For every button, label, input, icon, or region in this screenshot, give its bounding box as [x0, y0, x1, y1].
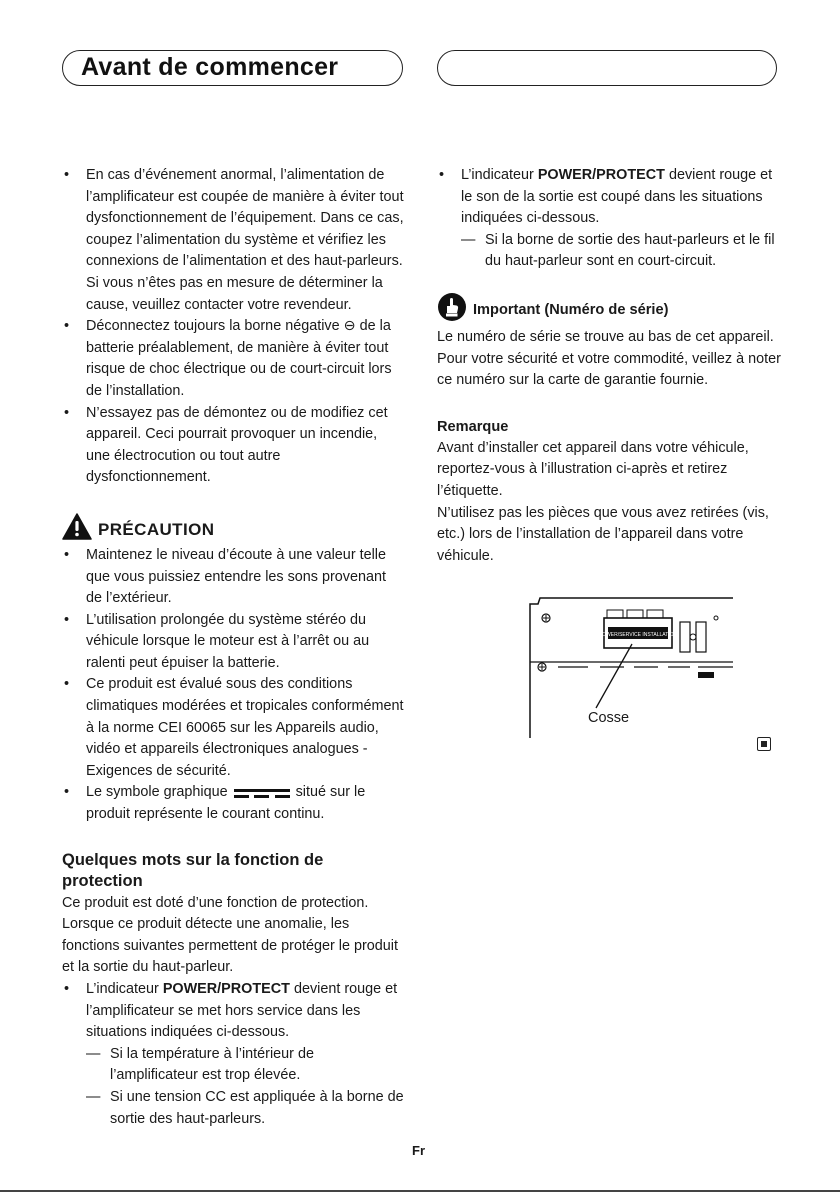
indicator-suffix: devient rouge et l’amplificateur se met hors service dans les situations indiquées ci-dessous.	[86, 981, 398, 1041]
important-title: Important (Numéro de série)	[473, 302, 669, 319]
empty-header-box	[437, 50, 777, 86]
list-item	[437, 165, 782, 273]
indicator-name: POWER/PROTECT	[537, 167, 665, 183]
protection-list	[62, 979, 404, 1130]
remarque-heading: Remarque	[437, 418, 509, 435]
section-title-box	[62, 50, 403, 86]
caution-heading	[62, 515, 404, 545]
warning-triangle-icon	[62, 513, 92, 548]
sticker-text: POWER/SERVICE INSTALLATION	[598, 632, 678, 638]
dc-current-symbol	[234, 787, 290, 799]
condition-list	[461, 230, 782, 273]
end-of-section-icon	[757, 737, 771, 751]
indicator-suffix: devient rouge et le son de la sortie est coupé dans les situations indiquées ci-dessous.	[461, 167, 773, 227]
protection-intro: Ce produit est doté d’une fonction de protection. Lorsque ce produit détecte une anomalie, les fonctions suivantes permettent de protéger le produit et la sortie du haut-parleur.	[62, 894, 398, 976]
protection-heading: Quelques mots sur la fonction de protection	[62, 850, 324, 890]
list-item: • L’utilisation prolongée du système stéréo du véhicule lorsque le moteur est à l’arrêt ou au ralenti peut épuiser la batterie.	[62, 610, 404, 675]
list-item	[62, 979, 404, 1130]
page-language-code: Fr	[412, 1143, 425, 1158]
indicator-prefix: L’indicateur	[461, 167, 534, 183]
protection-list-continued	[437, 165, 782, 273]
list-item: — Si la température à l’intérieur de l’amplificateur est trop élevée.	[86, 1044, 404, 1087]
list-item: • Ce produit est évalué sous des conditions climatiques modérées et tropicales conformément à la norme CEI 60065 sur les Appareils audio, vidéo et appareils électroniques analogues - Exigences de sécurité.	[62, 674, 404, 782]
caution-list	[62, 545, 404, 826]
list-item: — Si la borne de sortie des haut-parleurs et le fil du haut-parleur sont en court-circuit.	[461, 230, 782, 273]
diagram-label: Cosse	[588, 710, 630, 726]
important-heading	[437, 295, 782, 327]
symbol-text-after: situé sur le produit représente le courant continu.	[86, 784, 366, 823]
precaution-list	[62, 165, 404, 489]
indicator-prefix: L’indicateur	[86, 981, 159, 997]
caution-title: PRÉCAUTION	[98, 520, 215, 540]
symbol-text-before: Le symbole graphique	[86, 784, 228, 801]
list-item: • Maintenez le niveau d’écoute à une valeur telle que vous puissiez entendre les sons provenant de l’extérieur.	[62, 545, 404, 610]
section-title: Avant de commencer	[81, 53, 339, 81]
right-column	[437, 165, 782, 567]
condition-list	[86, 1044, 404, 1130]
remarque-paragraph: Avant d’installer cet appareil dans votre véhicule, reportez-vous à l’illustration ci-après et retirez l’étiquette.	[437, 439, 749, 499]
left-column	[62, 165, 404, 1130]
important-text: Le numéro de série se trouve au bas de cet appareil. Pour votre sécurité et votre commodité, veillez à noter ce numéro sur la carte de garantie fournie.	[437, 328, 781, 389]
list-item: — Si une tension CC est appliquée à la borne de sortie des haut-parleurs.	[86, 1087, 404, 1130]
label-location-diagram	[528, 596, 734, 740]
indicator-name: POWER/PROTECT	[162, 981, 290, 997]
list-item: • N’essayez pas de démontez ou de modifiez cet appareil. Ceci pourrait provoquer un incendie, une électrocution ou tout autre dysfonctionnement.	[62, 403, 404, 489]
list-item: • En cas d’événement anormal, l’alimentation de l’amplificateur est coupée de manière à éviter tout dysfonctionnement de l’équipement. Dans ce cas, coupez l’alimentation du système et vérifiez les connexions de l’alimentation et des haut-parleurs. Si vous n’êtes pas en mesure de déterminer la cause, veuillez contacter votre revendeur.	[62, 165, 404, 316]
pointing-hand-icon	[437, 292, 467, 330]
list-item	[62, 782, 404, 825]
list-item: • Déconnectez toujours la borne négative ⊖ de la batterie préalablement, de manière à éviter tout risque de choc électrique ou de court-circuit lors de l’installation.	[62, 316, 404, 402]
remarque-paragraph: N’utilisez pas les pièces que vous avez retirées (vis, etc.) lors de l’installation de l’appareil dans votre véhicule.	[437, 504, 769, 564]
